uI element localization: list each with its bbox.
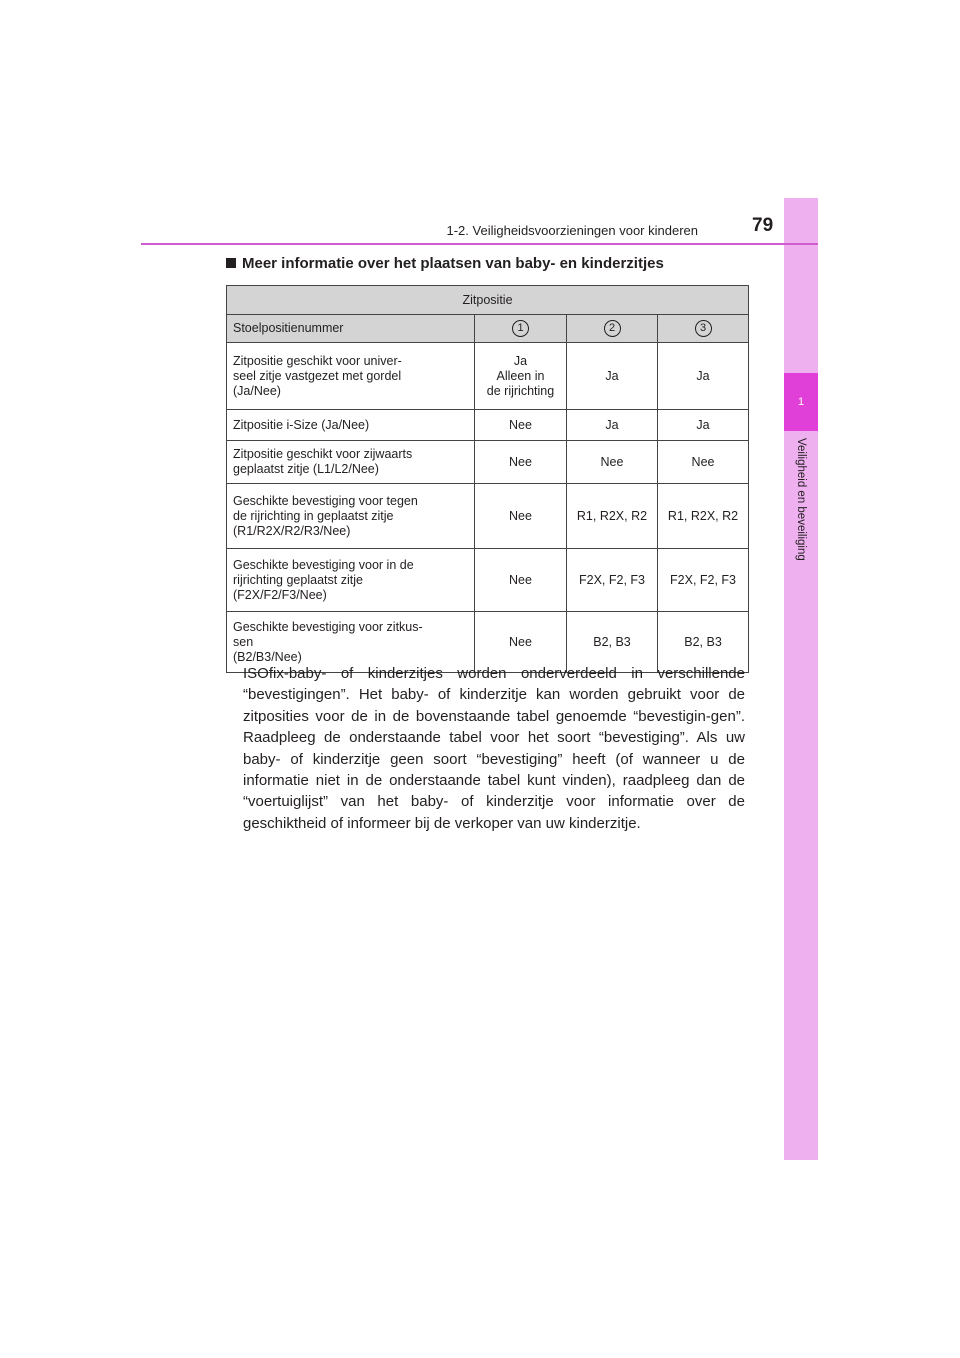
seat-value-line: Nee xyxy=(509,508,532,523)
seat-value-cell xyxy=(658,484,749,549)
row-label-line: Zitpositie geschikt voor univer- xyxy=(233,353,402,368)
seat-value-line: Ja xyxy=(696,417,710,432)
seat-value-line: B2, B3 xyxy=(684,634,722,649)
seat-number-cell xyxy=(475,315,567,343)
seat-value-line: Nee xyxy=(509,454,532,469)
section-heading xyxy=(226,255,664,272)
seat-value-line: F2X, F2, F3 xyxy=(579,572,645,587)
seat-number-row xyxy=(227,315,749,343)
row-label-line: Geschikte bevestiging voor in de xyxy=(233,557,414,572)
seat-value-cell xyxy=(567,441,658,484)
body-paragraph: ISOfix-baby- of kinderzitjes worden onderverdeeld in verschillende “bevestigingen”. Het baby- of kinderzitje kan worden gebruikt voor de zitposities voor de in de bovenstaande tabel genoemde “bevestigin-gen”. Raadpleeg de onderstaande tabel voor het soort “bevestiging”. Als uw baby- of kinderzitje geen soort “bevestiging” heeft (of wanneer u de informatie niet in de onderstaande tabel kunt vinden), raadpleeg dan de “voertuiglijst” van het baby- of kinderzitje voor informatie over de geschiktheid of informeer bij de verkoper van uw kinderzitje. xyxy=(243,665,745,832)
seat-value-line: R1, R2X, R2 xyxy=(667,508,739,523)
row-label-line: (B2/B3/Nee) xyxy=(233,649,302,664)
seat-value-cell xyxy=(658,441,749,484)
row-label xyxy=(227,484,475,549)
seat-value-line: Nee xyxy=(509,572,532,587)
seat-value-cell xyxy=(475,410,567,441)
seat-value-line: Alleen in xyxy=(496,368,545,383)
seat-value-line: R1, R2X, R2 xyxy=(576,508,648,523)
seat-value-cell xyxy=(658,410,749,441)
row-label-line: de rijrichting in geplaatst zitje xyxy=(233,508,394,523)
chapter-number: 1 xyxy=(797,396,805,408)
row-label-line: Zitpositie geschikt voor zijwaarts xyxy=(233,447,413,461)
seat-value-cell xyxy=(567,484,658,549)
seat-value-cell xyxy=(475,549,567,612)
section-heading-text: Meer informatie over het plaatsen van baby- en kinderzitjes xyxy=(242,255,664,272)
row-label-line: Geschikte bevestiging voor zitkus- xyxy=(233,619,423,634)
seat-value-cell xyxy=(567,343,658,410)
table-row xyxy=(227,410,749,441)
circled-number-icon: 2 xyxy=(604,320,621,337)
seat-value-cell xyxy=(658,343,749,410)
row-label xyxy=(227,343,475,410)
seat-number-cell xyxy=(658,315,749,343)
seat-value-line: B2, B3 xyxy=(593,634,631,649)
seat-value-line: Nee xyxy=(691,454,715,469)
seat-value-line: Ja xyxy=(605,417,619,432)
row-label-line: Geschikte bevestiging voor tegen xyxy=(233,493,418,508)
table-row xyxy=(227,343,749,410)
row-label-line: (F2X/F2/F3/Nee) xyxy=(233,587,327,602)
seat-value-line: Ja xyxy=(605,368,619,383)
seat-number-label: Stoelpositienummer xyxy=(227,315,475,343)
table-row xyxy=(227,549,749,612)
row-label xyxy=(227,549,475,612)
seat-value-line: Ja xyxy=(513,353,528,368)
row-label-line: geplaatst zitje (L1/L2/Nee) xyxy=(233,462,379,476)
table-group-header: Zitpositie xyxy=(227,286,749,315)
row-label xyxy=(227,441,475,484)
seat-value-cell xyxy=(567,549,658,612)
seat-value-line: Ja xyxy=(696,368,710,383)
row-label-line: (Ja/Nee) xyxy=(233,383,281,398)
row-label-line: (R1/R2X/R2/R3/Nee) xyxy=(233,523,351,538)
row-label-line: sen xyxy=(233,634,254,649)
page-number: 79 xyxy=(752,215,774,236)
table-row xyxy=(227,441,749,484)
seat-position-table xyxy=(226,285,749,673)
row-label-line: seel zitje vastgezet met gordel xyxy=(233,368,402,383)
row-label-line: rijrichting geplaatst zitje xyxy=(233,572,363,587)
circled-number-icon: 1 xyxy=(512,320,529,337)
table-body xyxy=(227,343,749,673)
header-rule xyxy=(141,243,818,245)
table-row xyxy=(227,484,749,549)
chapter-side-tab xyxy=(784,198,818,1160)
seat-value-cell xyxy=(475,441,567,484)
square-bullet-icon xyxy=(226,258,236,268)
seat-number-cell xyxy=(567,315,658,343)
seat-value-line: Nee xyxy=(509,634,532,649)
seat-value-cell xyxy=(475,484,567,549)
table-header-row xyxy=(227,286,749,315)
seat-value-line: F2X, F2, F3 xyxy=(670,572,737,587)
seat-value-cell xyxy=(658,549,749,612)
row-label-line: Zitpositie i-Size (Ja/Nee) xyxy=(233,417,370,432)
seat-value-line: Nee xyxy=(509,417,532,432)
section-title: 1-2. Veiligheidsvoorzieningen voor kinderen xyxy=(446,223,698,238)
chapter-title: Veiligheid en beveiliging xyxy=(795,438,807,561)
seat-value-line: Nee xyxy=(600,454,624,469)
row-label xyxy=(227,410,475,441)
circled-number-icon: 3 xyxy=(695,320,712,337)
seat-value-line: de rijrichting xyxy=(486,383,555,398)
seat-value-cell xyxy=(475,343,567,410)
seat-value-cell xyxy=(567,410,658,441)
